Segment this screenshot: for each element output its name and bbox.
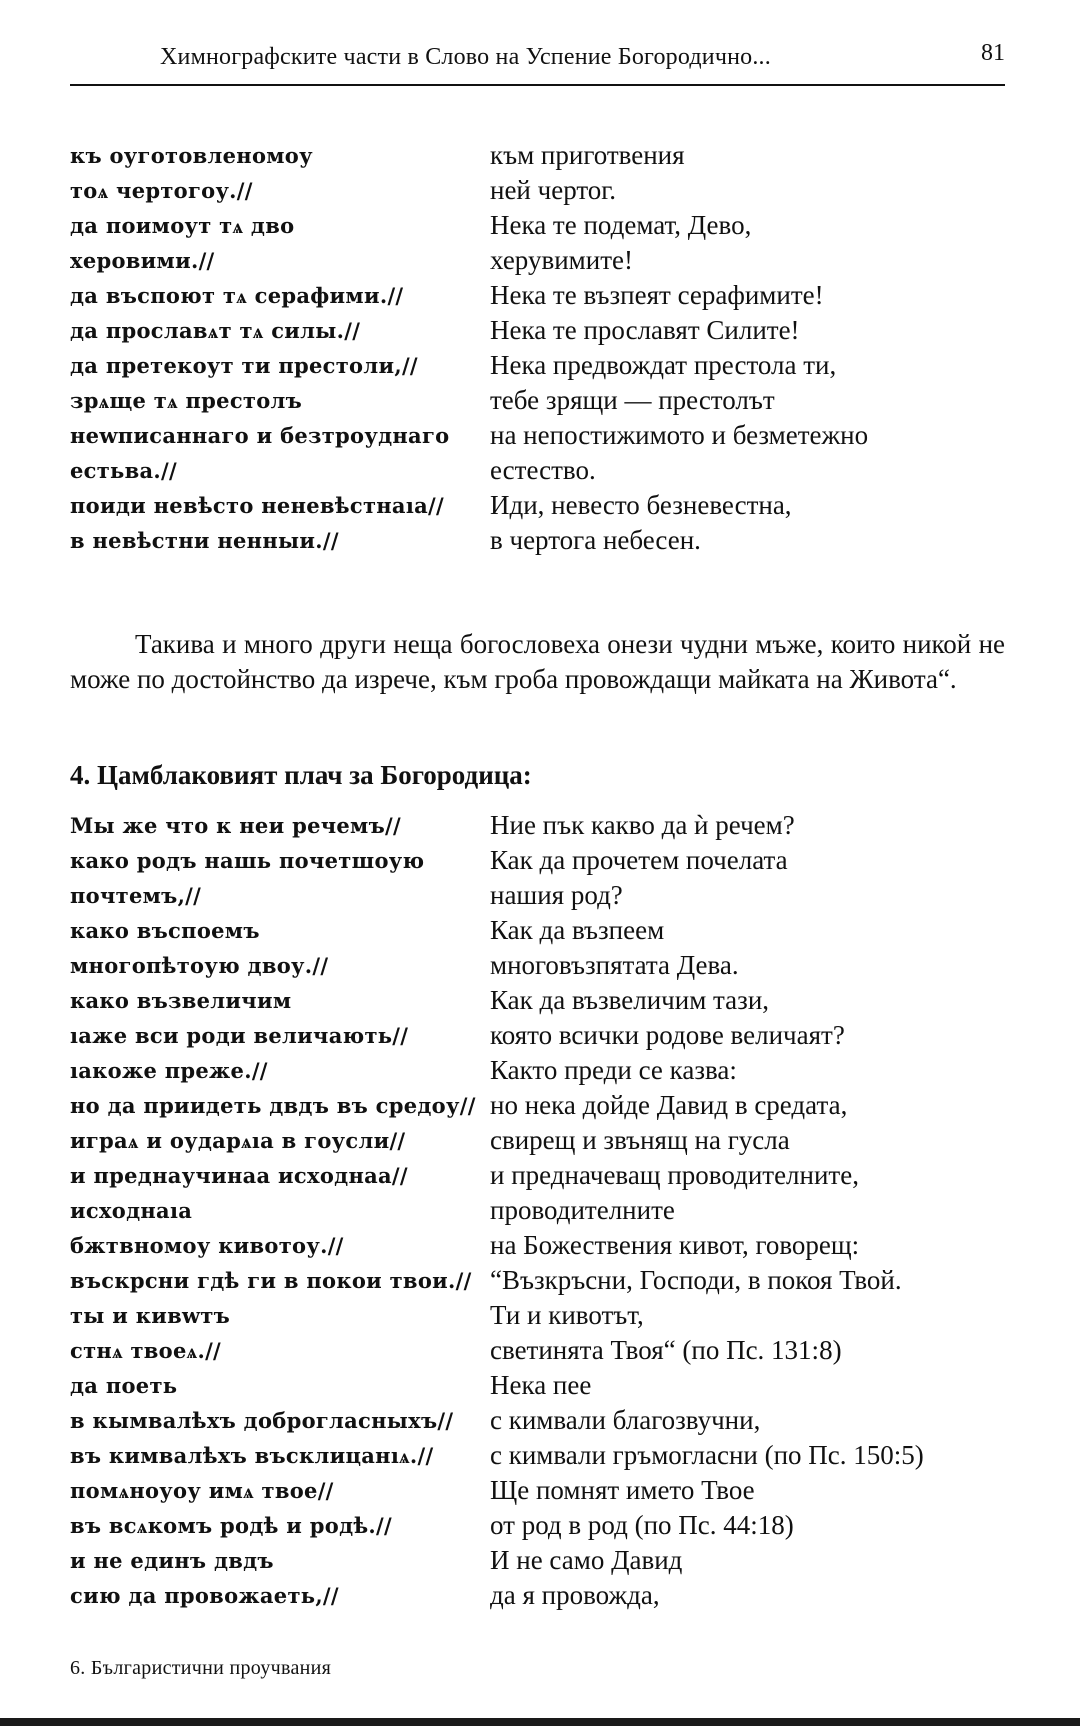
- page-number: 81: [981, 40, 1005, 66]
- running-header: [70, 38, 1005, 86]
- bulgarian-translation-line: в чертога небесен.: [490, 525, 701, 555]
- verse-row: [70, 523, 1030, 558]
- bulgarian-translation-line: херувимите!: [490, 245, 633, 275]
- verse-row: [70, 843, 1030, 878]
- body-paragraph: Такива и много други неща богословеха онези чудни мъже, които никой не може по достойнство да изрече, към гроба провождащи майката на Живота“.: [70, 629, 1005, 694]
- verse-row: [70, 1053, 1030, 1088]
- church-slavonic-line: да прославѧт тѧ силы.//: [70, 318, 361, 343]
- verse-row: [70, 208, 1030, 243]
- church-slavonic-line: херовими.//: [70, 248, 215, 273]
- church-slavonic-line: како възвеличим: [70, 988, 292, 1013]
- church-slavonic-line: естьва.//: [70, 458, 177, 483]
- church-slavonic-line: неwписаннаго и безтроуднаго: [70, 423, 450, 448]
- church-slavonic-line: да поимоут тѧ дво: [70, 213, 295, 238]
- church-slavonic-line: многопѣтоую двоу.//: [70, 953, 329, 978]
- bulgarian-translation-line: на непостижимото и безметежно: [490, 420, 869, 450]
- verse-row: [70, 1333, 1030, 1368]
- verse-row: [70, 948, 1030, 983]
- bulgarian-translation-line: Иди, невесто безневестна,: [490, 490, 792, 520]
- verse-row: [70, 1298, 1030, 1333]
- church-slavonic-line: тоѧ чертогоу.//: [70, 178, 253, 203]
- bulgarian-translation-line: светинята Твоя“ (по Пс. 131:8): [490, 1335, 842, 1365]
- verse-row: [70, 1263, 1030, 1298]
- bulgarian-translation-line: Нека предвождат престола ти,: [490, 350, 837, 380]
- bulgarian-translation-line: проводителните: [490, 1195, 675, 1225]
- verse-row: [70, 983, 1030, 1018]
- bulgarian-translation-line: Как да възвеличим тази,: [490, 985, 770, 1015]
- verse-row: [70, 383, 1030, 418]
- bulgarian-translation-line: но нека дойде Давид в средата,: [490, 1090, 848, 1120]
- church-slavonic-line: въскрсни гдѣ ги в покои твои.//: [70, 1268, 472, 1293]
- bulgarian-translation-line: свирещ и звънящ на гусла: [490, 1125, 790, 1155]
- verse-row: [70, 1123, 1030, 1158]
- verse-row: [70, 1368, 1030, 1403]
- bulgarian-translation-line: Нека те възпеят серафимите!: [490, 280, 824, 310]
- verse-row: [70, 278, 1030, 313]
- verse-row: [70, 1088, 1030, 1123]
- bulgarian-translation-line: Ние пък какво да ѝ речем?: [490, 810, 795, 840]
- verse-row: [70, 913, 1030, 948]
- church-slavonic-line: ıаже вси роди величають//: [70, 1023, 409, 1048]
- church-slavonic-line: почтемъ,//: [70, 883, 202, 908]
- verse-row: [70, 488, 1030, 523]
- running-title: Химнографските части в Слово на Успение Богородично...: [160, 44, 771, 70]
- page-bottom-edge: [0, 1718, 1080, 1726]
- bulgarian-translation-line: Ще помнят името Твое: [490, 1475, 755, 1505]
- church-slavonic-line: но да приидеть двдъ въ средоу//: [70, 1093, 476, 1118]
- bulgarian-translation-line: на Божествения кивот, говорещ:: [490, 1230, 860, 1260]
- church-slavonic-line: стнѧ твоеѧ.//: [70, 1338, 222, 1363]
- bulgarian-translation-line: Как да прочетем почелата: [490, 845, 788, 875]
- bulgarian-translation-line: която всички родове величаят?: [490, 1020, 845, 1050]
- bulgarian-translation-line: “Възкръсни, Господи, в покоя Твой.: [490, 1265, 902, 1295]
- bulgarian-translation-line: многовъзпятата Дева.: [490, 950, 739, 980]
- church-slavonic-line: и не единъ двдъ: [70, 1548, 274, 1573]
- church-slavonic-line: в кымвалѣхъ доброгласныхъ//: [70, 1408, 454, 1433]
- church-slavonic-line: поиди невѣсто неневѣстнаıа//: [70, 493, 444, 518]
- verse-row: [70, 1193, 1030, 1228]
- bulgarian-translation-line: с кимвали благозвучни,: [490, 1405, 761, 1435]
- verse-row: [70, 1473, 1030, 1508]
- church-slavonic-line: бжтвномоу кивотоу.//: [70, 1233, 344, 1258]
- bulgarian-translation-line: Нека пее: [490, 1370, 592, 1400]
- section-heading: 4. Цамблаковият плач за Богородица:: [70, 760, 532, 790]
- church-slavonic-line: исходнаıа: [70, 1198, 193, 1223]
- bulgarian-translation-line: от род в род (по Пс. 44:18): [490, 1510, 794, 1540]
- bulgarian-translation-line: да я провожда,: [490, 1580, 660, 1610]
- bulgarian-translation-line: Нека те прославят Силите!: [490, 315, 800, 345]
- verse-row: [70, 348, 1030, 383]
- parallel-text-block-1: [70, 138, 1030, 558]
- footer-signature: 6. Българистични проучвания: [70, 1657, 332, 1679]
- church-slavonic-line: зрѧще тѧ престолъ: [70, 388, 303, 413]
- church-slavonic-line: да въспоют тѧ серафими.//: [70, 283, 404, 308]
- church-slavonic-line: да претекоут ти престоли,//: [70, 353, 418, 378]
- verse-row: [70, 1158, 1030, 1193]
- church-slavonic-line: помѧноуоу имѧ твое//: [70, 1478, 334, 1503]
- church-slavonic-line: в невѣстни ненныи.//: [70, 528, 339, 553]
- verse-row: [70, 1508, 1030, 1543]
- verse-row: [70, 243, 1030, 278]
- verse-row: [70, 1228, 1030, 1263]
- verse-row: [70, 418, 1030, 453]
- verse-row: [70, 138, 1030, 173]
- verse-row: [70, 1543, 1030, 1578]
- church-slavonic-line: како родъ нашь почетшоую: [70, 848, 425, 873]
- church-slavonic-line: да поеть: [70, 1373, 178, 1398]
- bulgarian-translation-line: естество.: [490, 455, 596, 485]
- church-slavonic-line: въ всѧкомъ родѣ и родѣ.//: [70, 1513, 392, 1538]
- bulgarian-translation-line: нашия род?: [490, 880, 623, 910]
- verse-row: [70, 1578, 1030, 1613]
- bulgarian-translation-line: Както преди се казва:: [490, 1055, 737, 1085]
- church-slavonic-line: Мы же что к неи речемъ//: [70, 813, 401, 838]
- church-slavonic-line: ты и кивwтъ: [70, 1303, 231, 1328]
- bulgarian-translation-line: Ти и кивотът,: [490, 1300, 644, 1330]
- verse-row: [70, 1438, 1030, 1473]
- church-slavonic-line: ıакоже преже.//: [70, 1058, 268, 1083]
- verse-row: [70, 173, 1030, 208]
- church-slavonic-line: въ кимвалѣхъ въсклицанıѧ.//: [70, 1443, 434, 1468]
- verse-row: [70, 878, 1030, 913]
- bulgarian-translation-line: Как да възпеем: [490, 915, 665, 945]
- bulgarian-translation-line: и предначеващ проводителните,: [490, 1160, 859, 1190]
- church-slavonic-line: сию да провожаеть,//: [70, 1583, 339, 1608]
- church-slavonic-line: како въспоемъ: [70, 918, 260, 943]
- church-slavonic-line: къ оуготовленомоу: [70, 143, 313, 168]
- bulgarian-translation-line: Нека те подемат, Дево,: [490, 210, 752, 240]
- verse-row: [70, 1018, 1030, 1053]
- church-slavonic-line: и преднаучинаа исходнаа//: [70, 1163, 408, 1188]
- verse-row: [70, 313, 1030, 348]
- bulgarian-translation-line: ней чертог.: [490, 175, 617, 205]
- verse-row: [70, 808, 1030, 843]
- bulgarian-translation-line: към приготвения: [490, 140, 685, 170]
- bulgarian-translation-line: И не само Давид: [490, 1545, 683, 1575]
- verse-row: [70, 453, 1030, 488]
- bulgarian-translation-line: с кимвали гръмогласни (по Пс. 150:5): [490, 1440, 924, 1470]
- bulgarian-translation-line: тебе зрящи — престолът: [490, 385, 775, 415]
- church-slavonic-line: играѧ и оударѧıа в гоусли//: [70, 1128, 406, 1153]
- verse-row: [70, 1403, 1030, 1438]
- parallel-text-block-2: [70, 808, 1030, 1613]
